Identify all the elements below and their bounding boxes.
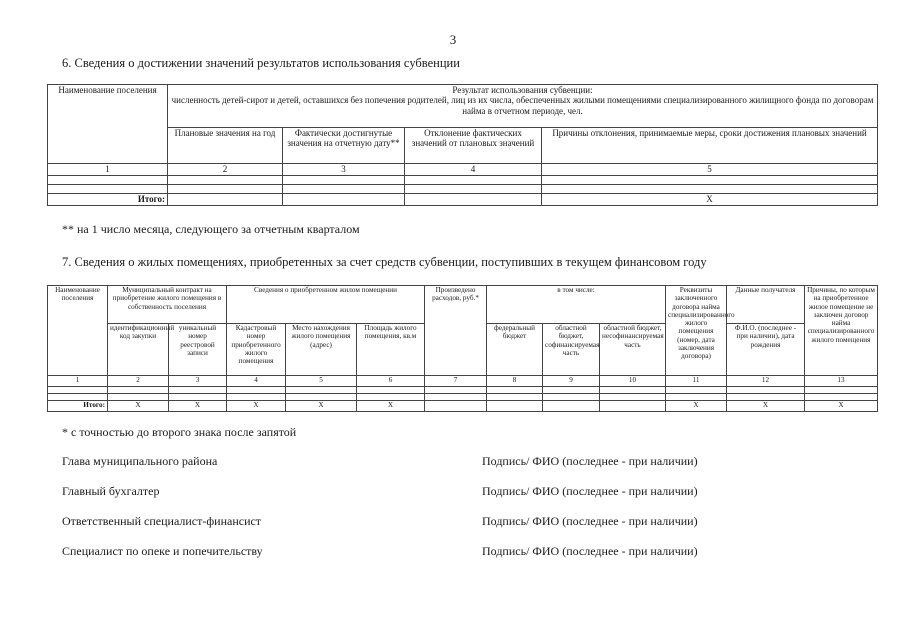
empty-cell — [286, 394, 357, 401]
signature-role: Специалист по опеке и попечительству — [62, 544, 263, 558]
empty-cell — [283, 185, 405, 194]
empty-cell — [108, 394, 169, 401]
column-number: 9 — [543, 376, 600, 387]
total-x: X — [666, 401, 727, 412]
empty-cell — [48, 394, 108, 401]
empty-cell — [600, 401, 666, 412]
table-row — [48, 394, 878, 401]
column-numbers-row — [48, 376, 878, 387]
empty-cell — [48, 185, 168, 194]
signature-line: Подпись/ ФИО (последнее - при наличии) — [482, 454, 698, 468]
total-row — [48, 401, 878, 412]
empty-cell — [487, 387, 543, 394]
empty-cell — [286, 387, 357, 394]
column-number: 5 — [286, 376, 357, 387]
table-row — [48, 185, 878, 194]
column-number: 5 — [542, 164, 878, 176]
col-area: Площадь жилого помещения, кв.м — [357, 324, 425, 376]
col-contract: Муниципальный контракт на приобретение жилого помещения в собственность поселения — [108, 286, 227, 324]
results-table — [47, 84, 878, 206]
empty-cell — [168, 176, 283, 185]
total-label: Итого: — [48, 194, 168, 206]
empty-cell — [405, 176, 542, 185]
footnote-precision: * с точностью до второго знака после запятой — [62, 425, 297, 439]
result-description: численность детей-сирот и детей, оставшихся без попечения родителей, лиц из их числа, обеспеченных жилыми помещениями специализированного жилищного фонда по договорам найма в отчетном периоде, чел. — [171, 95, 874, 116]
column-number: 3 — [283, 164, 405, 176]
col-contract-requisites: Реквизиты заключенного договора найма специализированного жилого помещения (номер, дата заключения договора) — [666, 286, 727, 376]
empty-cell — [283, 194, 405, 206]
signature-role: Главный бухгалтер — [62, 484, 160, 498]
section-7-heading: 7. Сведения о жилых помещениях, приобретенных за счет средств субвенции, поступивших в текущем финансовом году — [62, 255, 707, 269]
empty-cell — [357, 387, 425, 394]
footnote-month: ** на 1 число месяца, следующего за отчетным кварталом — [62, 222, 360, 236]
col-expenses: Произведено расходов, руб.* — [425, 286, 487, 376]
total-x: X — [805, 401, 878, 412]
empty-cell — [405, 185, 542, 194]
total-x: X — [727, 401, 805, 412]
empty-cell — [405, 194, 542, 206]
result-title: Результат использования субвенции: — [452, 85, 593, 95]
total-x: X — [286, 401, 357, 412]
column-number: 1 — [48, 376, 108, 387]
signature-role: Глава муниципального района — [62, 454, 218, 468]
total-x: X — [357, 401, 425, 412]
empty-cell — [357, 394, 425, 401]
empty-cell — [283, 176, 405, 185]
signature-line: Подпись/ ФИО (последнее - при наличии) — [482, 484, 698, 498]
col-contract-reg: уникальный номер реестровой записи — [169, 324, 227, 376]
col-recipient-name: Ф.И.О. (последнее - при наличии), дата рождения — [727, 324, 805, 376]
col-planned: Плановые значения на год — [168, 128, 283, 164]
empty-cell — [542, 176, 878, 185]
empty-cell — [666, 387, 727, 394]
section-6-heading: 6. Сведения о достижении значений результатов использования субвенции — [62, 56, 460, 70]
signature-line: Подпись/ ФИО (последнее - при наличии) — [482, 544, 698, 558]
col-premises: Сведения о приобретенном жилом помещении — [227, 286, 425, 324]
empty-cell — [666, 394, 727, 401]
empty-cell — [48, 387, 108, 394]
result-header — [168, 85, 878, 128]
total-x: X — [227, 401, 286, 412]
empty-cell — [727, 394, 805, 401]
empty-cell — [227, 394, 286, 401]
total-row — [48, 194, 878, 206]
page-number: 3 — [449, 32, 457, 47]
total-label: Итого: — [48, 401, 108, 412]
column-numbers-row — [48, 164, 878, 176]
total-x: X — [542, 194, 878, 206]
empty-cell — [168, 194, 283, 206]
col-regional-noncofin: областной бюджет, несофинансируемая часть — [600, 324, 666, 376]
col-reasons: Причины, по которым на приобретенное жилое помещение не заключен договор найма специализированного жилого помещения — [805, 286, 878, 376]
signature-line: Подпись/ ФИО (последнее - при наличии) — [482, 514, 698, 528]
col-deviation: Отклонение фактических значений от плановых значений — [405, 128, 542, 164]
col-cadastral: Кадастровый номер приобретенного жилого помещения — [227, 324, 286, 376]
col-recipient: Данные получателя — [727, 286, 805, 324]
column-number: 7 — [425, 376, 487, 387]
empty-cell — [543, 394, 600, 401]
signature-role: Ответственный специалист-финансист — [62, 514, 262, 528]
empty-cell — [543, 401, 600, 412]
empty-cell — [425, 394, 487, 401]
table-row — [48, 387, 878, 394]
column-number: 8 — [487, 376, 543, 387]
column-number: 12 — [727, 376, 805, 387]
empty-cell — [425, 387, 487, 394]
empty-cell — [805, 394, 878, 401]
empty-cell — [169, 394, 227, 401]
col-actual: Фактически достигнутые значения на отчетную дату** — [283, 128, 405, 164]
column-number: 2 — [108, 376, 169, 387]
empty-cell — [108, 387, 169, 394]
total-x: X — [169, 401, 227, 412]
column-number: 10 — [600, 376, 666, 387]
empty-cell — [600, 387, 666, 394]
column-number: 2 — [168, 164, 283, 176]
column-number: 4 — [405, 164, 542, 176]
col-including: в том числе: — [487, 286, 666, 324]
col-federal: федеральный бюджет — [487, 324, 543, 376]
empty-cell — [487, 401, 543, 412]
column-number: 3 — [169, 376, 227, 387]
col-settlement: Наименование поселения — [48, 85, 168, 164]
col-settlement: Наименование поселения — [48, 286, 108, 376]
total-x: X — [108, 401, 169, 412]
col-regional-cofin: областной бюджет, софинансируемая часть — [543, 324, 600, 376]
empty-cell — [487, 394, 543, 401]
empty-cell — [48, 176, 168, 185]
premises-table — [47, 285, 878, 412]
empty-cell — [805, 387, 878, 394]
column-number: 4 — [227, 376, 286, 387]
col-reasons: Причины отклонения, принимаемые меры, сроки достижения плановых значений — [542, 128, 878, 164]
empty-cell — [727, 387, 805, 394]
empty-cell — [542, 185, 878, 194]
empty-cell — [169, 387, 227, 394]
empty-cell — [227, 387, 286, 394]
column-number: 11 — [666, 376, 727, 387]
empty-cell — [425, 401, 487, 412]
column-number: 6 — [357, 376, 425, 387]
col-location: Место нахождения жилого помещения (адрес) — [286, 324, 357, 376]
empty-cell — [600, 394, 666, 401]
column-number: 13 — [805, 376, 878, 387]
empty-cell — [168, 185, 283, 194]
col-contract-id: идентификационный код закупки — [108, 324, 169, 376]
empty-cell — [543, 387, 600, 394]
column-number: 1 — [48, 164, 168, 176]
table-row — [48, 176, 878, 185]
